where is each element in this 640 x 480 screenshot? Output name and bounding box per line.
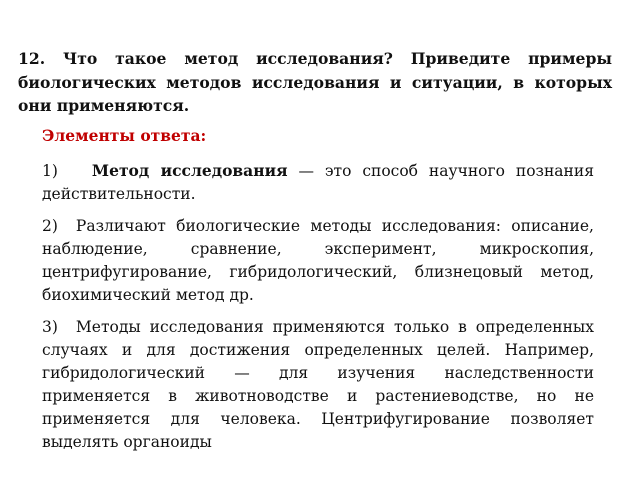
item-term: Метод исследования xyxy=(91,161,288,180)
answer-heading: Элементы ответа: xyxy=(42,126,207,145)
item-text: Различают биологические методы исследования: описание, наблюдение, сравнение, эксперимент, микроскопия, центрифугирование, гибридологический, близнецовый метод, биохимический метод др. xyxy=(42,217,594,304)
item-number: 3) xyxy=(42,318,58,336)
question-text: 12. Что такое метод исследования? Приведите примеры биологических методов исследования и ситуации, в которых они применяются. xyxy=(18,49,612,115)
item-text: — это способ научного познания действительности. xyxy=(42,162,594,203)
item-number: 2) xyxy=(42,217,58,235)
answer-item-1 xyxy=(42,159,594,206)
item-text: Методы исследования применяются только в определенных случаях и для достижения определенных целей. Например, гибридологический — для изучения наследственности применяется в животноводстве и растениеводстве, но не применяется для человека. Центрифугирование позволяет выделять органоиды xyxy=(42,318,594,451)
answer-block xyxy=(42,124,594,463)
answer-item-2 xyxy=(42,215,594,307)
answer-item-3 xyxy=(42,316,594,454)
item-number: 1) xyxy=(42,162,58,180)
